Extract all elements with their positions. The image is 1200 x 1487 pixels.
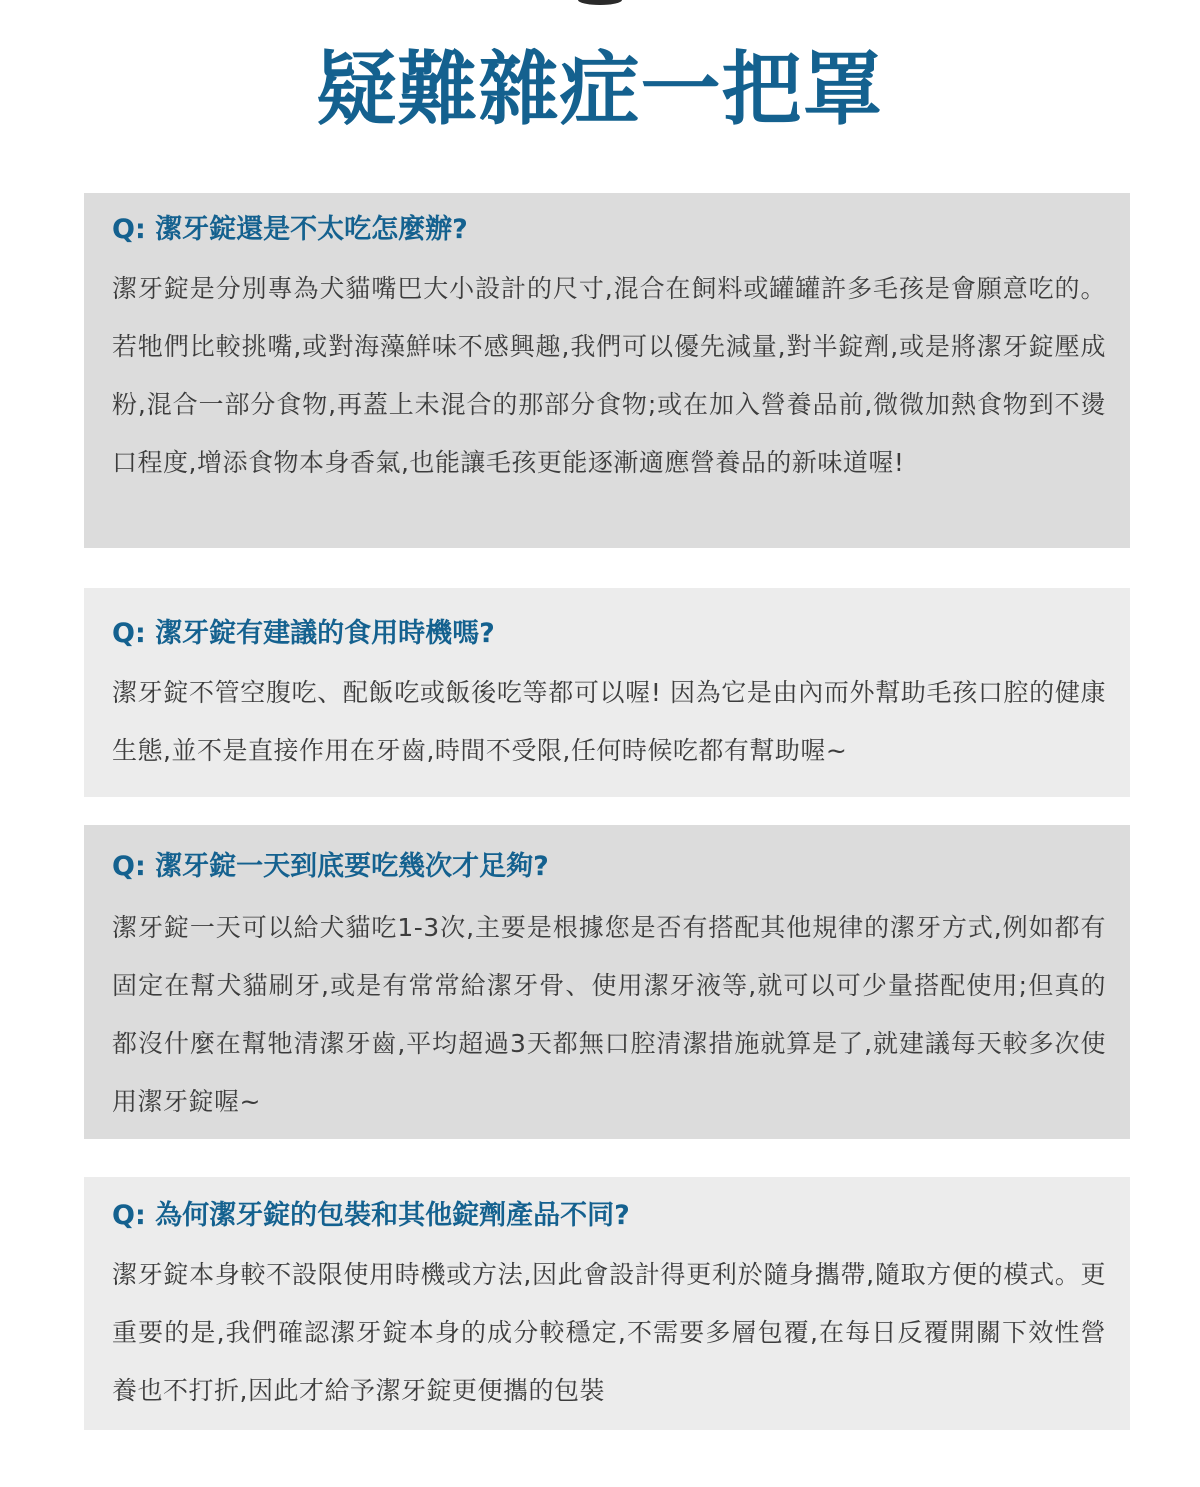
faq-item — [84, 588, 1130, 797]
top-decoration — [578, 0, 622, 5]
faq-item — [84, 193, 1130, 548]
faq-answer: 潔牙錠一天可以給犬貓吃1-3次,主要是根據您是否有搭配其他規律的潔牙方式,例如都有固定在幫犬貓刷牙,或是有常常給潔牙骨、使用潔牙液等,就可以可少量搭配使用;但真的都沒什麼在幫牠清潔牙齒,平均超過3天都無口腔清潔措施就算是了,就建議每天較多次使用潔牙錠喔~ — [112, 913, 1106, 1116]
faq-item — [84, 825, 1130, 1139]
faq-question: Q: 潔牙錠還是不太吃怎麼辦? — [112, 214, 468, 245]
faq-question: Q: 潔牙錠一天到底要吃幾次才足夠? — [112, 851, 549, 882]
faq-answer: 潔牙錠是分別專為犬貓嘴巴大小設計的尺寸,混合在飼料或罐罐許多毛孩是會願意吃的。若牠們比較挑嘴,或對海藻鮮味不感興趣,我們可以優先減量,對半錠劑,或是將潔牙錠壓成粉,混合一部分食物,再蓋上未混合的那部分食物;或在加入營養品前,微微加熱食物到不燙口程度,增添食物本身香氣,也能讓毛孩更能逐漸適應營養品的新味道喔! — [112, 274, 1106, 477]
page-title: 疑難雜症一把罩 — [316, 43, 884, 136]
faq-answer: 潔牙錠本身較不設限使用時機或方法,因此會設計得更利於隨身攜帶,隨取方便的模式。更重要的是,我們確認潔牙錠本身的成分較穩定,不需要多層包覆,在每日反覆開關下效性營養也不打折,因此才給予潔牙錠更便攜的包裝 — [112, 1260, 1106, 1405]
faq-question: Q: 為何潔牙錠的包裝和其他錠劑產品不同? — [112, 1200, 630, 1231]
faq-question: Q: 潔牙錠有建議的食用時機嗎? — [112, 618, 495, 649]
faq-answer: 潔牙錠不管空腹吃、配飯吃或飯後吃等都可以喔! 因為它是由內而外幫助毛孩口腔的健康生態,並不是直接作用在牙齒,時間不受限,任何時候吃都有幫助喔~ — [112, 678, 1106, 765]
faq-item — [84, 1177, 1130, 1430]
